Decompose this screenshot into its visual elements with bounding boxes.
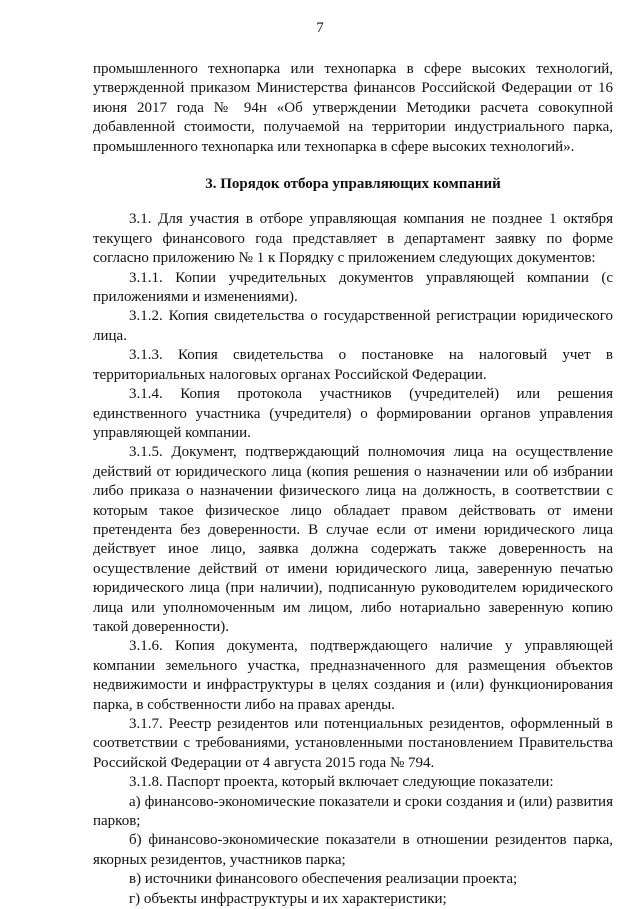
list-item-a: а) финансово-экономические показатели и сроки создания и (или) развития парков; (93, 793, 613, 830)
list-item-v: в) источники финансового обеспечения реализации проекта; (129, 871, 518, 888)
paragraph-3-1-7: 3.1.7. Реестр резидентов или потенциальных резидентов, оформленный в соответствии с требованиями, установленными постановлением Правительства Российской Федерации от 4 августа 2015 года № 794. (93, 716, 613, 771)
paragraph-3-1-6: 3.1.6. Копия документа, подтверждающего наличие у управляющей компании земельного участка, предназначенного для размещения объектов недвижимости и инфраструктуры в целях создания и (или) функционирования парка, в собственности либо на правах аренды. (93, 638, 613, 713)
list-item-g: г) объекты инфраструктуры и их характеристики; (129, 890, 447, 907)
list-item-b: б) финансово-экономические показатели в отношении резидентов парка, якорных резидентов, участников парка; (93, 832, 613, 868)
paragraph-3-1-2: 3.1.2. Копия свидетельства о государственной регистрации юридического лица. (93, 308, 613, 344)
paragraph-3-1-5: 3.1.5. Документ, подтверждающий полномочия лица на осуществление действий от юридического лица (копия решения о назначении или об избрании либо приказа о назначении физического лица на должность, в соответствии с которым такое физическое лицо обладает правом действовать от имени претендента без доверенности. В случае если от имени юридического лица действует иное лицо, заявка должна содержать также доверенность на осуществление действий от имени юридического лица, заверенную печатью юридического лица (при наличии), подписанную руководителем юридического лица или уполномоченным им лицом, либо нотариально заверенную копию такой доверенности). (93, 444, 613, 635)
paragraph-3-1: 3.1. Для участия в отборе управляющая компания не позднее 1 октября текущего финансового года представляет в департамент заявку по форме согласно приложению № 1 к Порядку с приложением следующих документов: (93, 211, 613, 267)
paragraph-3-1-8: 3.1.8. Паспорт проекта, который включает следующие показатели: (129, 774, 554, 791)
page-number: 7 (316, 20, 324, 36)
section-heading: 3. Порядок отбора управляющих компаний (205, 176, 501, 193)
intro-paragraph: промышленного технопарка или технопарка в сфере высоких технологий, утвержденной приказом Министерства финансов Российской Федерации от 16 июня 2017 года № 94н «Об утверждении Методики расчета совокупной добавленной стоимости, получаемой на территории индустриального парка, промышленного технопарка или технопарка в сфере высоких технологий». (93, 61, 613, 155)
paragraph-3-1-4: 3.1.4. Копия протокола участников (учредителей) или решения единственного участника (учредителя) о формировании органов управления управляющей компании. (93, 386, 613, 441)
document-body (93, 60, 613, 909)
paragraph-3-1-1: 3.1.1. Копии учредительных документов управляющей компании (с приложениями и изменениями). (93, 269, 613, 306)
paragraph-3-1-3: 3.1.3. Копия свидетельства о постановке на налоговый учет в территориальных налоговых органах Российской Федерации. (93, 347, 613, 383)
